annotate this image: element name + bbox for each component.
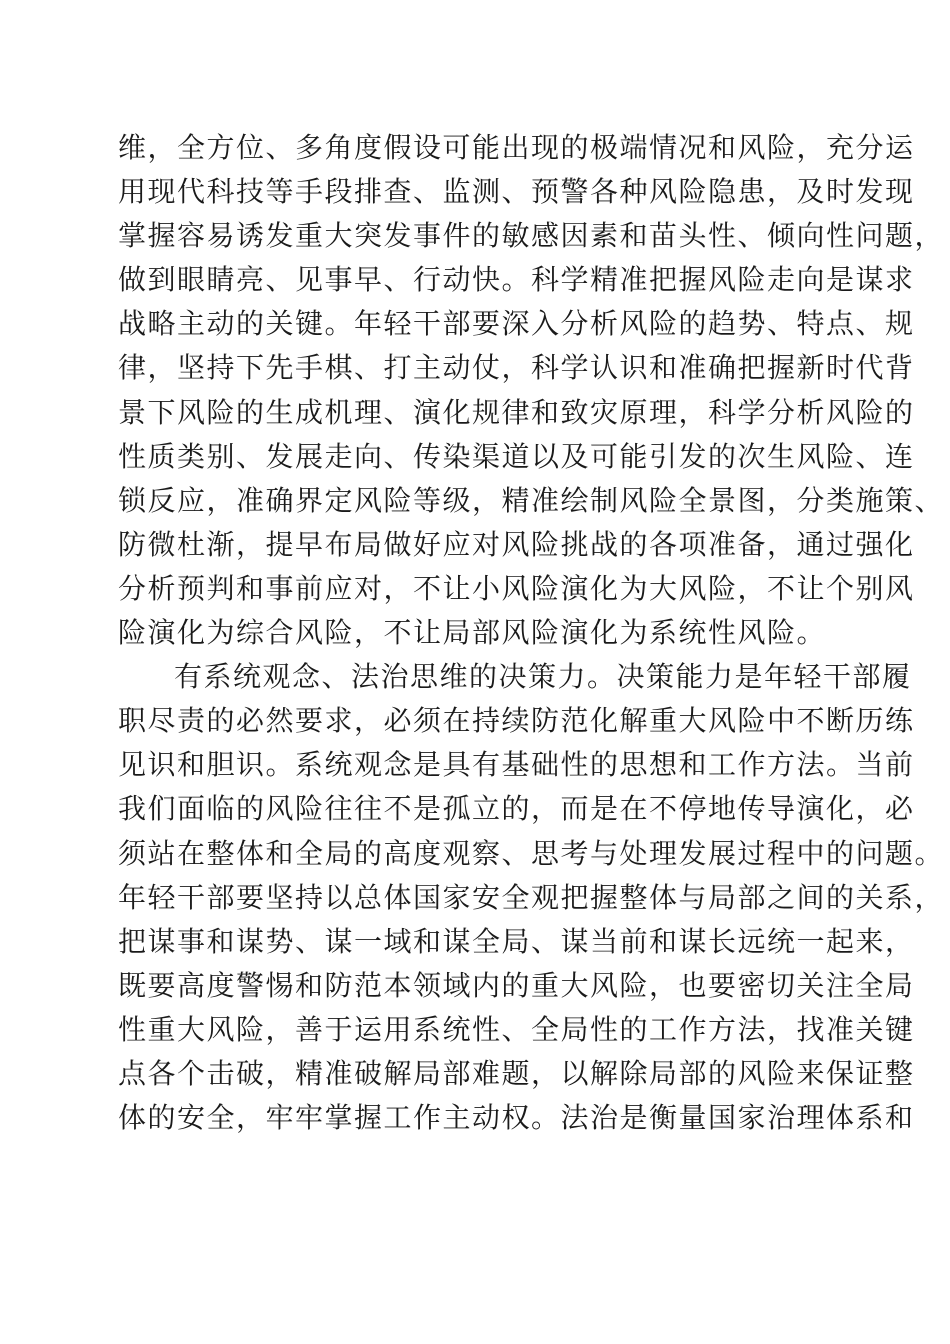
body-text <box>118 126 945 1140</box>
text-line: 点各个击破，精准破解局部难题，以解除局部的风险来保证整 <box>118 1056 915 1090</box>
text-line: 用现代科技等手段排查、监测、预警各种风险隐患，及时发现 <box>118 175 915 209</box>
text-line: 战略主动的关键。年轻干部要深入分析风险的趋势、特点、规 <box>118 307 915 341</box>
text-line: 掌握容易诱发重大突发事件的敏感因素和苗头性、倾向性问题， <box>118 219 945 253</box>
paragraph-decision-making <box>118 655 945 1140</box>
text-line: 我们面临的风险往往不是孤立的，而是在不停地传导演化，必 <box>118 792 915 826</box>
text-line: 锁反应，准确界定风险等级，精准绘制风险全景图，分类施策、 <box>118 483 945 517</box>
text-line: 年轻干部要坚持以总体国家安全观把握整体与局部之间的关系， <box>118 880 945 914</box>
text-line: 维，全方位、多角度假设可能出现的极端情况和风险，充分运 <box>118 131 915 164</box>
text-line: 分析预判和事前应对，不让小风险演化为大风险，不让个别风 <box>118 571 915 605</box>
text-line: 做到眼睛亮、见事早、行动快。科学精准把握风险走向是谋求 <box>118 263 915 297</box>
text-line: 防微杜渐，提早布局做好应对风险挑战的各项准备，通过强化 <box>118 527 915 561</box>
text-line: 律，坚持下先手棋、打主动仗，科学认识和准确把握新时代背 <box>118 351 915 385</box>
paragraph-risk-foresight <box>118 126 945 655</box>
text-line: 见识和胆识。系统观念是具有基础性的思想和工作方法。当前 <box>118 748 915 782</box>
text-line-first: 有系统观念、法治思维的决策力。决策能力是年轻干部履 <box>174 660 912 694</box>
text-line: 性质类别、发展走向、传染渠道以及可能引发的次生风险、连 <box>118 439 915 473</box>
text-line: 职尽责的必然要求，必须在持续防范化解重大风险中不断历练 <box>118 704 915 738</box>
text-line: 体的安全，牢牢掌握工作主动权。法治是衡量国家治理体系和 <box>118 1101 915 1135</box>
text-line: 把谋事和谋势、谋一域和谋全局、谋当前和谋长远统一起来， <box>118 924 915 958</box>
text-line: 景下风险的生成机理、演化规律和致灾原理，科学分析风险的 <box>118 395 915 429</box>
text-line: 须站在整体和全局的高度观察、思考与处理发展过程中的问题。 <box>118 836 945 870</box>
text-line: 既要高度警惕和防范本领域内的重大风险，也要密切关注全局 <box>118 968 915 1002</box>
text-line: 性重大风险，善于运用系统性、全局性的工作方法，找准关键 <box>118 1012 915 1046</box>
text-line: 险演化为综合风险，不让局部风险演化为系统性风险。 <box>118 616 827 650</box>
